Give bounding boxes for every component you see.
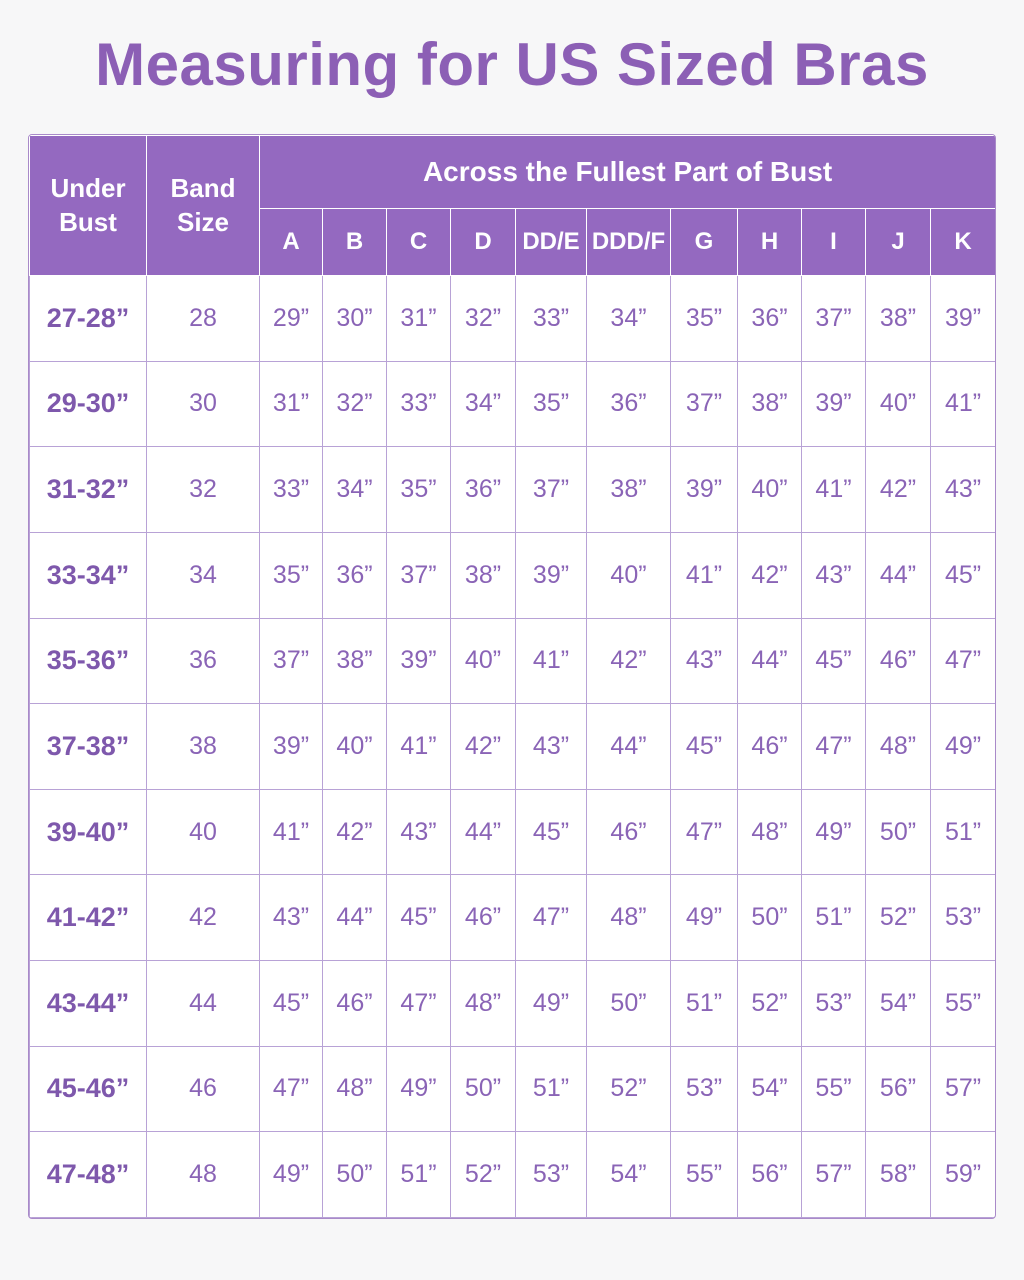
bust-measurement-cell: 55”: [931, 961, 996, 1047]
cup-header: G: [671, 209, 738, 276]
bust-measurement-cell: 48”: [587, 875, 671, 961]
bust-measurement-cell: 52”: [587, 1046, 671, 1132]
bust-measurement-cell: 57”: [802, 1132, 866, 1218]
bust-measurement-cell: 38”: [323, 618, 387, 704]
bust-measurement-cell: 39”: [516, 532, 587, 618]
bust-measurement-cell: 51”: [802, 875, 866, 961]
bust-measurement-cell: 30”: [323, 276, 387, 362]
bust-measurement-cell: 40”: [451, 618, 516, 704]
bust-measurement-cell: 43”: [516, 704, 587, 790]
bust-measurement-cell: 35”: [387, 447, 451, 533]
bust-measurement-cell: 39”: [387, 618, 451, 704]
bust-measurement-cell: 45”: [260, 961, 323, 1047]
bust-measurement-cell: 37”: [387, 532, 451, 618]
bust-measurement-cell: 48”: [323, 1046, 387, 1132]
bust-measurement-cell: 36”: [738, 276, 802, 362]
bust-measurement-cell: 46”: [323, 961, 387, 1047]
bust-measurement-cell: 41”: [802, 447, 866, 533]
band-size-cell: 44: [147, 961, 260, 1047]
table-row: [30, 1132, 996, 1218]
cup-header: A: [260, 209, 323, 276]
bust-measurement-cell: 51”: [516, 1046, 587, 1132]
bust-measurement-cell: 37”: [802, 276, 866, 362]
bust-measurement-cell: 48”: [738, 789, 802, 875]
bust-measurement-cell: 46”: [738, 704, 802, 790]
bust-measurement-cell: 33”: [387, 361, 451, 447]
bust-measurement-cell: 34”: [451, 361, 516, 447]
under-bust-cell: 47-48”: [30, 1132, 147, 1218]
band-size-cell: 38: [147, 704, 260, 790]
bust-measurement-cell: 54”: [738, 1046, 802, 1132]
table-body: [30, 276, 996, 1218]
bust-measurement-cell: 29”: [260, 276, 323, 362]
bust-measurement-cell: 44”: [587, 704, 671, 790]
table-row: [30, 704, 996, 790]
bust-measurement-cell: 41”: [516, 618, 587, 704]
table-row: [30, 1046, 996, 1132]
bust-measurement-cell: 44”: [738, 618, 802, 704]
header-under-bust: Under Bust: [30, 136, 147, 276]
table-row: [30, 789, 996, 875]
bust-measurement-cell: 50”: [738, 875, 802, 961]
bust-measurement-cell: 41”: [387, 704, 451, 790]
bust-measurement-cell: 44”: [451, 789, 516, 875]
bust-measurement-cell: 52”: [866, 875, 931, 961]
bust-measurement-cell: 38”: [451, 532, 516, 618]
cup-header: B: [323, 209, 387, 276]
size-table: [29, 135, 996, 1218]
bust-measurement-cell: 55”: [802, 1046, 866, 1132]
bust-measurement-cell: 58”: [866, 1132, 931, 1218]
bust-measurement-cell: 35”: [516, 361, 587, 447]
cup-header: I: [802, 209, 866, 276]
bust-measurement-cell: 59”: [931, 1132, 996, 1218]
bust-measurement-cell: 42”: [587, 618, 671, 704]
band-size-cell: 28: [147, 276, 260, 362]
bust-measurement-cell: 41”: [260, 789, 323, 875]
bust-measurement-cell: 53”: [802, 961, 866, 1047]
table-row: [30, 875, 996, 961]
bust-measurement-cell: 43”: [931, 447, 996, 533]
bust-measurement-cell: 39”: [931, 276, 996, 362]
under-bust-cell: 41-42”: [30, 875, 147, 961]
under-bust-cell: 39-40”: [30, 789, 147, 875]
bust-measurement-cell: 40”: [866, 361, 931, 447]
bust-measurement-cell: 31”: [260, 361, 323, 447]
under-bust-cell: 29-30”: [30, 361, 147, 447]
band-size-cell: 40: [147, 789, 260, 875]
bust-measurement-cell: 49”: [931, 704, 996, 790]
under-bust-cell: 45-46”: [30, 1046, 147, 1132]
under-bust-cell: 35-36”: [30, 618, 147, 704]
bust-measurement-cell: 32”: [323, 361, 387, 447]
under-bust-cell: 37-38”: [30, 704, 147, 790]
bust-measurement-cell: 41”: [931, 361, 996, 447]
bust-measurement-cell: 41”: [671, 532, 738, 618]
bust-measurement-cell: 32”: [451, 276, 516, 362]
size-chart-table: [28, 134, 996, 1219]
cup-header: J: [866, 209, 931, 276]
bust-measurement-cell: 42”: [866, 447, 931, 533]
bust-measurement-cell: 37”: [671, 361, 738, 447]
bust-measurement-cell: 53”: [671, 1046, 738, 1132]
cup-header: DD/E: [516, 209, 587, 276]
cup-header: DDD/F: [587, 209, 671, 276]
band-size-cell: 30: [147, 361, 260, 447]
bust-measurement-cell: 49”: [387, 1046, 451, 1132]
header-band-size: Band Size: [147, 136, 260, 276]
bust-measurement-cell: 51”: [671, 961, 738, 1047]
bust-measurement-cell: 40”: [323, 704, 387, 790]
bust-measurement-cell: 47”: [931, 618, 996, 704]
bust-measurement-cell: 56”: [866, 1046, 931, 1132]
bust-measurement-cell: 47”: [802, 704, 866, 790]
page-title: Measuring for US Sized Bras: [95, 31, 929, 98]
under-bust-cell: 31-32”: [30, 447, 147, 533]
bust-measurement-cell: 42”: [738, 532, 802, 618]
band-size-cell: 42: [147, 875, 260, 961]
bust-measurement-cell: 49”: [516, 961, 587, 1047]
cup-header: H: [738, 209, 802, 276]
bust-measurement-cell: 36”: [587, 361, 671, 447]
bust-measurement-cell: 45”: [802, 618, 866, 704]
bust-measurement-cell: 47”: [516, 875, 587, 961]
bust-measurement-cell: 34”: [323, 447, 387, 533]
bust-measurement-cell: 50”: [323, 1132, 387, 1218]
bust-measurement-cell: 42”: [451, 704, 516, 790]
cup-header: K: [931, 209, 996, 276]
bust-measurement-cell: 54”: [866, 961, 931, 1047]
bust-measurement-cell: 36”: [451, 447, 516, 533]
bust-measurement-cell: 44”: [323, 875, 387, 961]
bust-measurement-cell: 56”: [738, 1132, 802, 1218]
bust-measurement-cell: 48”: [866, 704, 931, 790]
cup-header: C: [387, 209, 451, 276]
band-size-cell: 32: [147, 447, 260, 533]
under-bust-cell: 43-44”: [30, 961, 147, 1047]
bust-measurement-cell: 52”: [451, 1132, 516, 1218]
bust-measurement-cell: 35”: [671, 276, 738, 362]
bust-measurement-cell: 50”: [451, 1046, 516, 1132]
bust-measurement-cell: 51”: [387, 1132, 451, 1218]
band-size-cell: 36: [147, 618, 260, 704]
bust-measurement-cell: 57”: [931, 1046, 996, 1132]
bust-measurement-cell: 43”: [671, 618, 738, 704]
bust-measurement-cell: 37”: [260, 618, 323, 704]
bust-measurement-cell: 45”: [671, 704, 738, 790]
table-row: [30, 961, 996, 1047]
bust-measurement-cell: 35”: [260, 532, 323, 618]
bust-measurement-cell: 36”: [323, 532, 387, 618]
bust-measurement-cell: 43”: [260, 875, 323, 961]
bust-measurement-cell: 46”: [587, 789, 671, 875]
bust-measurement-cell: 50”: [866, 789, 931, 875]
table-row: [30, 447, 996, 533]
bust-measurement-cell: 49”: [260, 1132, 323, 1218]
bust-measurement-cell: 38”: [738, 361, 802, 447]
bust-measurement-cell: 53”: [931, 875, 996, 961]
bust-measurement-cell: 47”: [671, 789, 738, 875]
bust-measurement-cell: 48”: [451, 961, 516, 1047]
bust-measurement-cell: 53”: [516, 1132, 587, 1218]
bust-measurement-cell: 33”: [516, 276, 587, 362]
bust-measurement-cell: 39”: [260, 704, 323, 790]
bust-measurement-cell: 38”: [587, 447, 671, 533]
bust-measurement-cell: 52”: [738, 961, 802, 1047]
bust-measurement-cell: 45”: [387, 875, 451, 961]
under-bust-cell: 33-34”: [30, 532, 147, 618]
bust-measurement-cell: 39”: [671, 447, 738, 533]
bust-measurement-cell: 45”: [516, 789, 587, 875]
bust-measurement-cell: 33”: [260, 447, 323, 533]
bust-measurement-cell: 31”: [387, 276, 451, 362]
bust-measurement-cell: 51”: [931, 789, 996, 875]
band-size-cell: 46: [147, 1046, 260, 1132]
bust-measurement-cell: 40”: [587, 532, 671, 618]
table-row: [30, 276, 996, 362]
bust-measurement-cell: 42”: [323, 789, 387, 875]
band-size-cell: 34: [147, 532, 260, 618]
bust-measurement-cell: 44”: [866, 532, 931, 618]
under-bust-cell: 27-28”: [30, 276, 147, 362]
bust-measurement-cell: 50”: [587, 961, 671, 1047]
table-row: [30, 532, 996, 618]
bust-measurement-cell: 37”: [516, 447, 587, 533]
bust-measurement-cell: 46”: [866, 618, 931, 704]
bust-measurement-cell: 54”: [587, 1132, 671, 1218]
bust-measurement-cell: 39”: [802, 361, 866, 447]
cup-header: D: [451, 209, 516, 276]
bust-measurement-cell: 47”: [387, 961, 451, 1047]
band-size-cell: 48: [147, 1132, 260, 1218]
bust-measurement-cell: 49”: [671, 875, 738, 961]
bust-measurement-cell: 47”: [260, 1046, 323, 1132]
bust-measurement-cell: 46”: [451, 875, 516, 961]
bust-measurement-cell: 49”: [802, 789, 866, 875]
bust-measurement-cell: 43”: [802, 532, 866, 618]
bust-measurement-cell: 40”: [738, 447, 802, 533]
bust-measurement-cell: 55”: [671, 1132, 738, 1218]
bust-measurement-cell: 34”: [587, 276, 671, 362]
bust-measurement-cell: 45”: [931, 532, 996, 618]
table-row: [30, 361, 996, 447]
header-fullest-part-of-bust: Across the Fullest Part of Bust: [260, 136, 996, 209]
bust-measurement-cell: 38”: [866, 276, 931, 362]
bust-measurement-cell: 43”: [387, 789, 451, 875]
table-row: [30, 618, 996, 704]
